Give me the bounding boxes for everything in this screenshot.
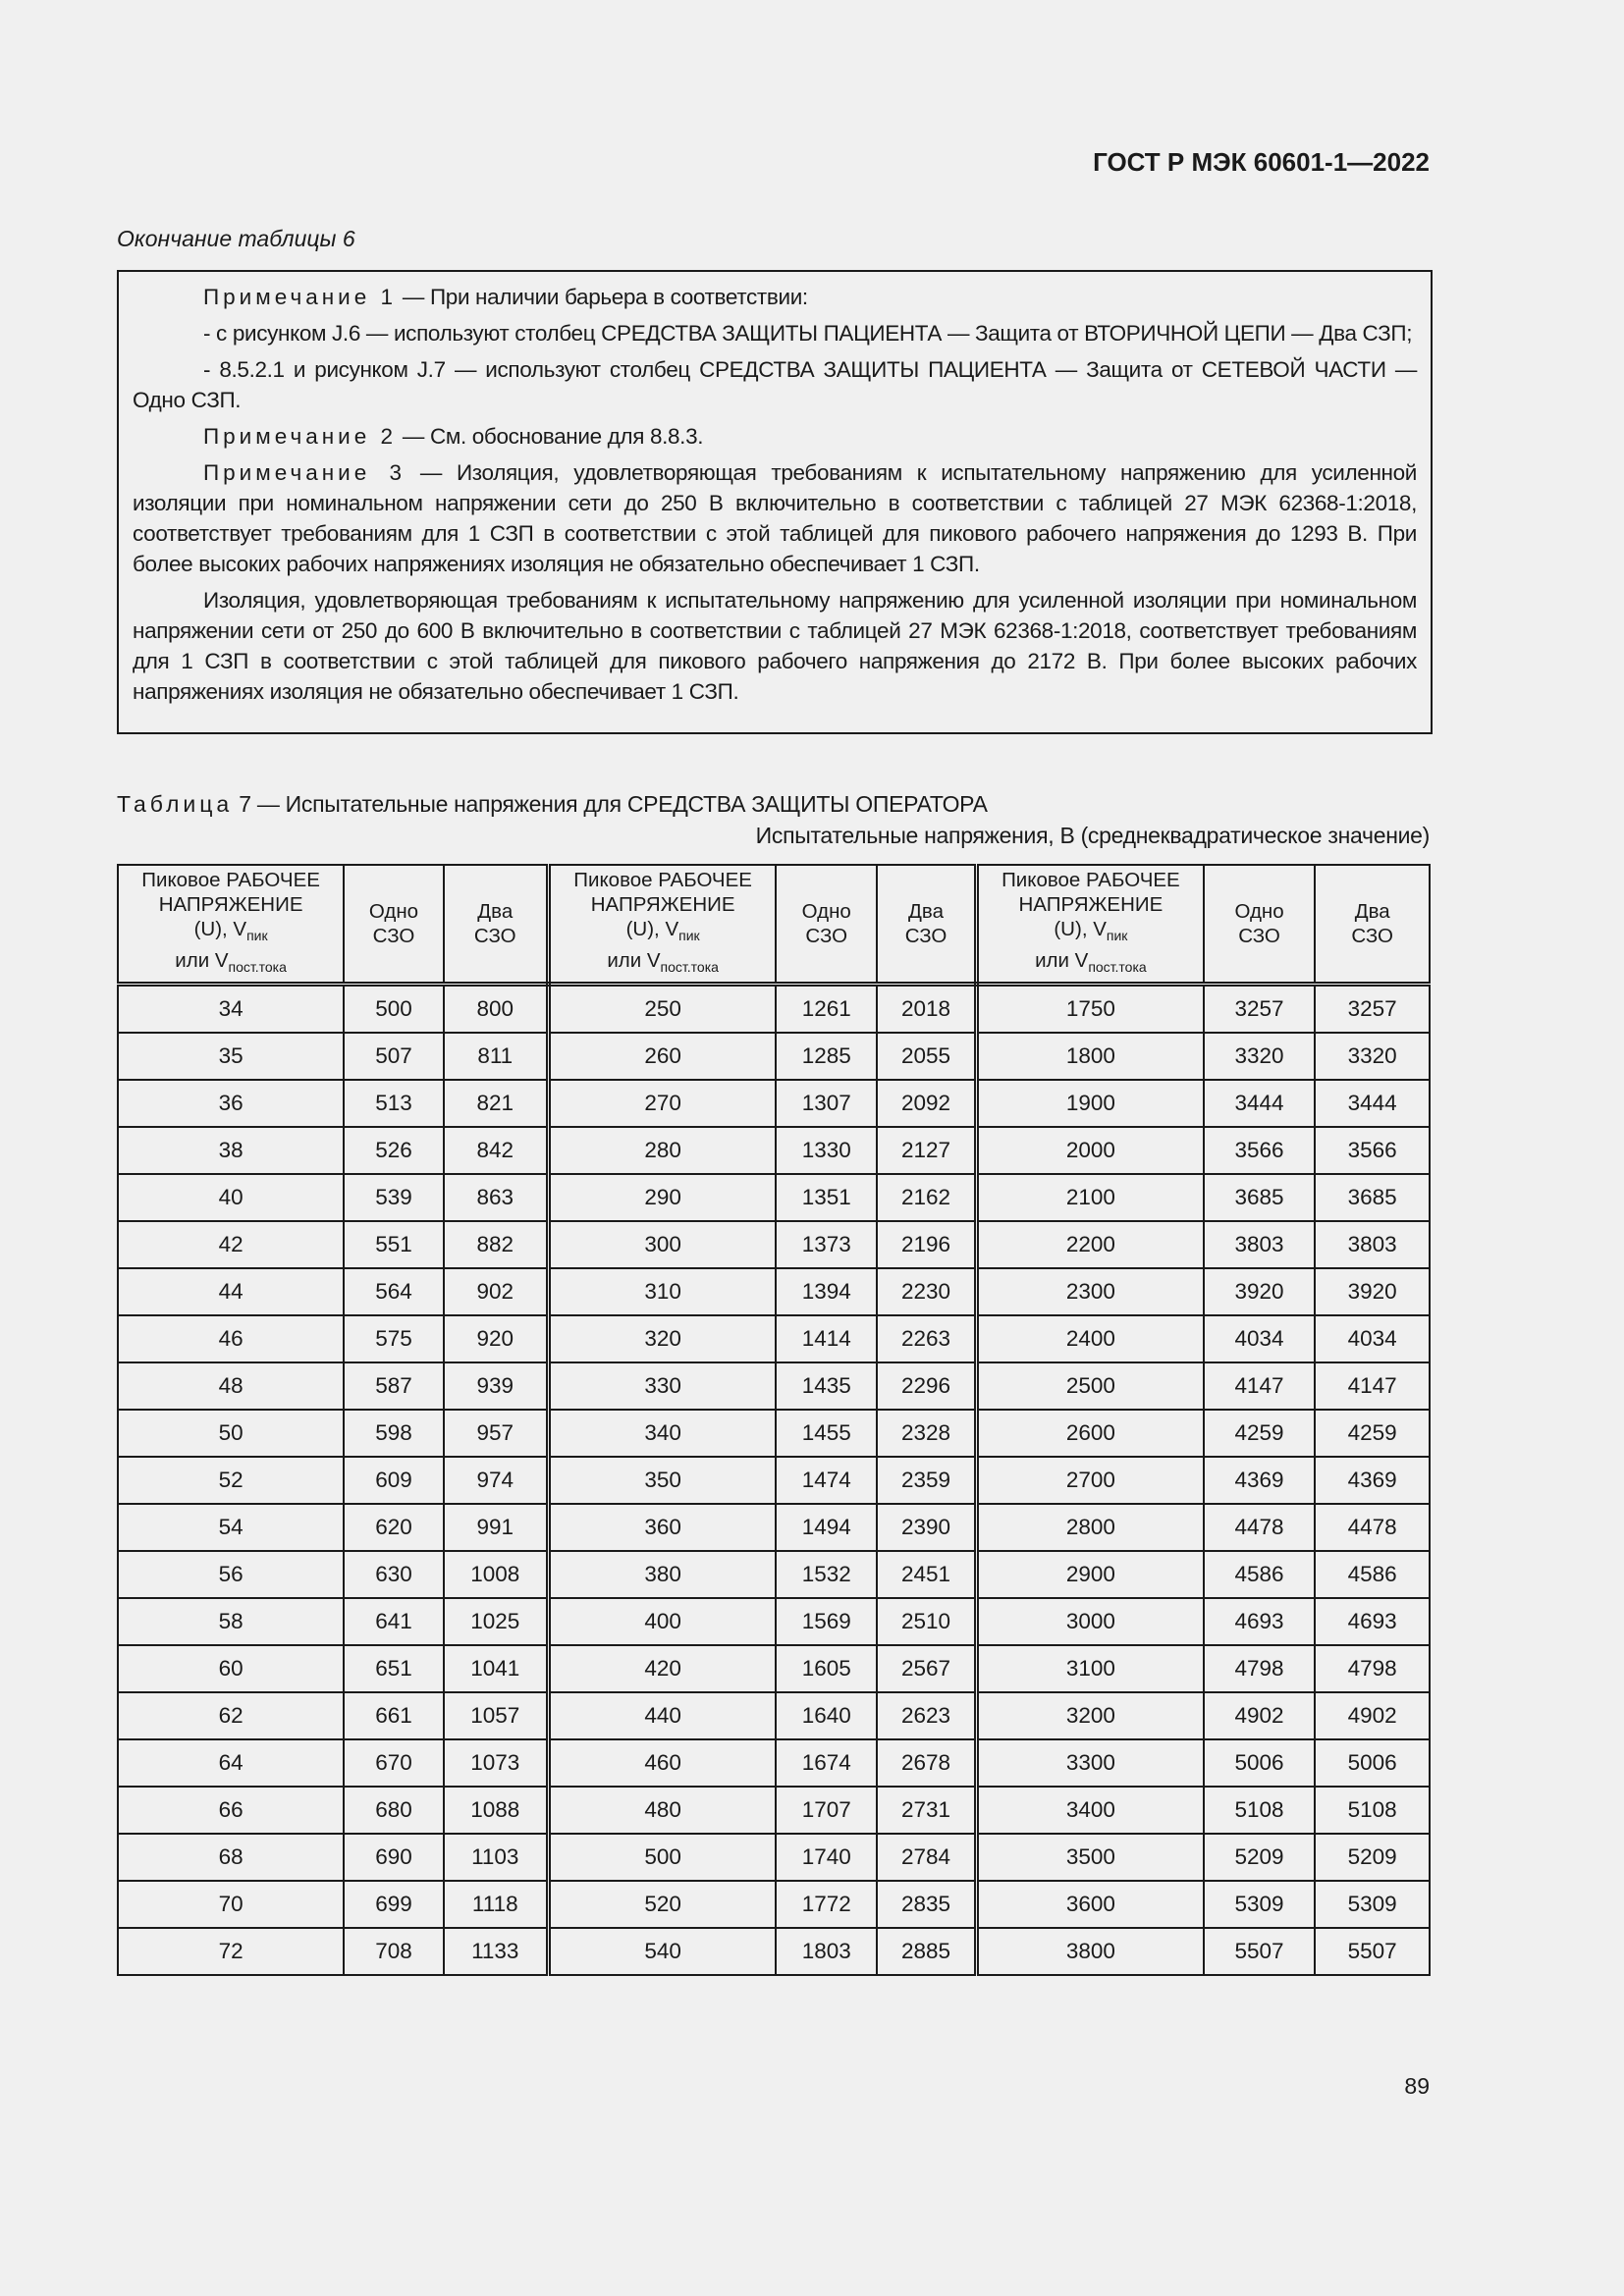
two-mop-cell: 2835	[877, 1881, 977, 1928]
note-1-text: — При наличии барьера в соответствии:	[397, 285, 808, 309]
two-mop-cell: 4902	[1315, 1692, 1430, 1739]
two-mop-cell: 3566	[1315, 1127, 1430, 1174]
table-row	[118, 1834, 1430, 1881]
two-mop-cell: 863	[444, 1174, 549, 1221]
two-mop-cell: 811	[444, 1033, 549, 1080]
header-text: пик	[246, 928, 268, 943]
one-mop-cell: 1394	[776, 1268, 877, 1315]
two-mop-cell: 2055	[877, 1033, 977, 1080]
two-mop-cell: 2230	[877, 1268, 977, 1315]
two-mop-cell: 2678	[877, 1739, 977, 1787]
peak-voltage-cell: 2200	[977, 1221, 1204, 1268]
header-two-mop	[877, 865, 977, 985]
two-mop-cell: 5209	[1315, 1834, 1430, 1881]
note-1-label: Примечание 1	[203, 285, 397, 309]
table-units: Испытательные напряжения, В (среднеквадратическое значение)	[755, 823, 1430, 848]
peak-voltage-cell: 500	[548, 1834, 776, 1881]
two-mop-cell: 4259	[1315, 1410, 1430, 1457]
two-mop-cell: 2092	[877, 1080, 977, 1127]
one-mop-cell: 4369	[1204, 1457, 1316, 1504]
two-mop-cell: 1057	[444, 1692, 549, 1739]
header-text: пост.тока	[228, 959, 287, 976]
one-mop-cell: 1569	[776, 1598, 877, 1645]
one-mop-cell: 1351	[776, 1174, 877, 1221]
caption-label: Таблица	[117, 791, 234, 817]
peak-voltage-cell: 46	[118, 1315, 344, 1362]
two-mop-cell: 2296	[877, 1362, 977, 1410]
note-3	[133, 457, 1417, 579]
one-mop-cell: 1435	[776, 1362, 877, 1410]
table-row	[118, 1692, 1430, 1739]
one-mop-cell: 539	[344, 1174, 444, 1221]
two-mop-cell: 4478	[1315, 1504, 1430, 1551]
peak-voltage-cell: 52	[118, 1457, 344, 1504]
peak-voltage-cell: 3200	[977, 1692, 1204, 1739]
peak-voltage-cell: 54	[118, 1504, 344, 1551]
two-mop-cell: 3685	[1315, 1174, 1430, 1221]
one-mop-cell: 1261	[776, 985, 877, 1034]
peak-voltage-cell: 3300	[977, 1739, 1204, 1787]
peak-voltage-cell: 36	[118, 1080, 344, 1127]
one-mop-cell: 5006	[1204, 1739, 1316, 1787]
test-voltage-table	[117, 864, 1431, 1976]
two-mop-cell: 5507	[1315, 1928, 1430, 1975]
header-peak-voltage	[548, 865, 776, 985]
two-mop-cell: 2328	[877, 1410, 977, 1457]
peak-voltage-cell: 340	[548, 1410, 776, 1457]
header-text: Одно СЗО	[1234, 900, 1284, 947]
two-mop-cell: 2510	[877, 1598, 977, 1645]
header-text: Два СЗО	[473, 900, 516, 947]
header-two-mop	[1315, 865, 1430, 985]
peak-voltage-cell: 3000	[977, 1598, 1204, 1645]
header-text: пост.тока	[1088, 959, 1147, 976]
one-mop-cell: 690	[344, 1834, 444, 1881]
two-mop-cell: 882	[444, 1221, 549, 1268]
one-mop-cell: 1474	[776, 1457, 877, 1504]
note-2-text: — См. обоснование для 8.8.3.	[397, 424, 704, 449]
table-row	[118, 1598, 1430, 1645]
two-mop-cell: 902	[444, 1268, 549, 1315]
peak-voltage-cell: 60	[118, 1645, 344, 1692]
peak-voltage-cell: 2400	[977, 1315, 1204, 1362]
peak-voltage-cell: 58	[118, 1598, 344, 1645]
two-mop-cell: 3444	[1315, 1080, 1430, 1127]
one-mop-cell: 1373	[776, 1221, 877, 1268]
one-mop-cell: 1640	[776, 1692, 877, 1739]
header-one-mop	[776, 865, 877, 985]
peak-voltage-cell: 3800	[977, 1928, 1204, 1975]
peak-voltage-cell: 3400	[977, 1787, 1204, 1834]
peak-voltage-cell: 380	[548, 1551, 776, 1598]
note-1-item-2: - 8.5.2.1 и рисунком J.7 — используют столбец СРЕДСТВА ЗАЩИТЫ ПАЦИЕНТА — Защита от СЕТЕВОЙ ЧАСТИ — Одно СЗП.	[133, 357, 1417, 412]
note-3-label: Примечание 3	[203, 460, 406, 485]
note-1	[133, 282, 1417, 312]
peak-voltage-cell: 35	[118, 1033, 344, 1080]
peak-voltage-cell: 42	[118, 1221, 344, 1268]
two-mop-cell: 2359	[877, 1457, 977, 1504]
one-mop-cell: 1707	[776, 1787, 877, 1834]
one-mop-cell: 564	[344, 1268, 444, 1315]
two-mop-cell: 4034	[1315, 1315, 1430, 1362]
one-mop-cell: 680	[344, 1787, 444, 1834]
peak-voltage-cell: 68	[118, 1834, 344, 1881]
two-mop-cell: 5309	[1315, 1881, 1430, 1928]
note-3-text: — Изоляция, удовлетворяющая требованиям к испытательному напряжению для усиленной изоляции при номинальном напряжении сети до 250 В включительно в соответствии с таблицей 27 МЭК 62368-1:2018, соответствует требованиям для 1 СЗП в соответствии с этой таблицей для пикового рабочего напряжения до 1293 В. При более высоких рабочих напряжениях изоляция не обязательно обеспечивает 1 СЗП.	[133, 460, 1418, 576]
peak-voltage-cell: 270	[548, 1080, 776, 1127]
two-mop-cell: 2451	[877, 1551, 977, 1598]
table-row	[118, 1645, 1430, 1692]
one-mop-cell: 526	[344, 1127, 444, 1174]
one-mop-cell: 575	[344, 1315, 444, 1362]
header-text: или V	[607, 949, 661, 972]
peak-voltage-cell: 480	[548, 1787, 776, 1834]
peak-voltage-cell: 2900	[977, 1551, 1204, 1598]
header-text: пост.тока	[660, 959, 719, 976]
peak-voltage-cell: 440	[548, 1692, 776, 1739]
peak-voltage-cell: 260	[548, 1033, 776, 1080]
one-mop-cell: 500	[344, 985, 444, 1034]
one-mop-cell: 1455	[776, 1410, 877, 1457]
peak-voltage-cell: 3100	[977, 1645, 1204, 1692]
one-mop-cell: 1674	[776, 1739, 877, 1787]
one-mop-cell: 1494	[776, 1504, 877, 1551]
two-mop-cell: 1133	[444, 1928, 549, 1975]
peak-voltage-cell: 48	[118, 1362, 344, 1410]
peak-voltage-cell: 2500	[977, 1362, 1204, 1410]
two-mop-cell: 2196	[877, 1221, 977, 1268]
one-mop-cell: 4259	[1204, 1410, 1316, 1457]
table-row	[118, 1551, 1430, 1598]
one-mop-cell: 3257	[1204, 985, 1316, 1034]
two-mop-cell: 3320	[1315, 1033, 1430, 1080]
two-mop-cell: 4369	[1315, 1457, 1430, 1504]
table-row	[118, 1928, 1430, 1975]
one-mop-cell: 620	[344, 1504, 444, 1551]
peak-voltage-cell: 2800	[977, 1504, 1204, 1551]
one-mop-cell: 1605	[776, 1645, 877, 1692]
peak-voltage-cell: 300	[548, 1221, 776, 1268]
one-mop-cell: 5507	[1204, 1928, 1316, 1975]
peak-voltage-cell: 350	[548, 1457, 776, 1504]
one-mop-cell: 609	[344, 1457, 444, 1504]
one-mop-cell: 3685	[1204, 1174, 1316, 1221]
one-mop-cell: 5209	[1204, 1834, 1316, 1881]
one-mop-cell: 513	[344, 1080, 444, 1127]
one-mop-cell: 3444	[1204, 1080, 1316, 1127]
header-text: Два СЗО	[904, 900, 947, 947]
header-text: (U), V	[193, 917, 247, 940]
one-mop-cell: 5309	[1204, 1881, 1316, 1928]
header-peak-voltage	[977, 865, 1204, 985]
one-mop-cell: 4693	[1204, 1598, 1316, 1645]
header-text: пик	[678, 928, 700, 943]
peak-voltage-cell: 56	[118, 1551, 344, 1598]
one-mop-cell: 3320	[1204, 1033, 1316, 1080]
header-text: (U), V	[1054, 917, 1107, 940]
two-mop-cell: 2127	[877, 1127, 977, 1174]
note-1-item-1: - с рисунком J.6 — используют столбец СРЕДСТВА ЗАЩИТЫ ПАЦИЕНТА — Защита от ВТОРИЧНОЙ ЦЕПИ — Два СЗП;	[203, 321, 1413, 346]
one-mop-cell: 1803	[776, 1928, 877, 1975]
two-mop-cell: 2623	[877, 1692, 977, 1739]
one-mop-cell: 661	[344, 1692, 444, 1739]
one-mop-cell: 598	[344, 1410, 444, 1457]
table-caption	[117, 791, 988, 818]
one-mop-cell: 1772	[776, 1881, 877, 1928]
two-mop-cell: 1041	[444, 1645, 549, 1692]
two-mop-cell: 2784	[877, 1834, 977, 1881]
note-3-paragraph-2: Изоляция, удовлетворяющая требованиям к испытательному напряжению для усиленной изоляции при номинальном напряжении сети от 250 до 600 В включительно в соответствии с таблицей 27 МЭК 62368-1:2018, соответствует требованиям для 1 СЗП в соответствии с этой таблицей для пикового рабочего напряжения до 2172 В. При более высоких рабочих напряжениях изоляция не обязательно обеспечивает 1 СЗП.	[133, 588, 1417, 704]
peak-voltage-cell: 2700	[977, 1457, 1204, 1504]
table-row	[118, 1268, 1430, 1315]
peak-voltage-cell: 250	[548, 985, 776, 1034]
header-text: или V	[1035, 949, 1089, 972]
table-row	[118, 1362, 1430, 1410]
peak-voltage-cell: 420	[548, 1645, 776, 1692]
peak-voltage-cell: 50	[118, 1410, 344, 1457]
one-mop-cell: 3803	[1204, 1221, 1316, 1268]
note-2-label: Примечание 2	[203, 424, 397, 449]
two-mop-cell: 3803	[1315, 1221, 1430, 1268]
two-mop-cell: 2731	[877, 1787, 977, 1834]
one-mop-cell: 1285	[776, 1033, 877, 1080]
header-text: Пиковое РАБОЧЕЕ	[573, 868, 752, 891]
two-mop-cell: 842	[444, 1127, 549, 1174]
two-mop-cell: 974	[444, 1457, 549, 1504]
caption-text: 7 — Испытательные напряжения для СРЕДСТВА ЗАЩИТЫ ОПЕРАТОРА	[233, 791, 988, 817]
two-mop-cell: 5006	[1315, 1739, 1430, 1787]
peak-voltage-cell: 280	[548, 1127, 776, 1174]
table-row	[118, 1881, 1430, 1928]
peak-voltage-cell: 62	[118, 1692, 344, 1739]
table-header-row	[118, 865, 1430, 985]
peak-voltage-cell: 38	[118, 1127, 344, 1174]
peak-voltage-cell: 460	[548, 1739, 776, 1787]
notes-box	[117, 270, 1433, 734]
header-text: Два СЗО	[1351, 900, 1393, 947]
one-mop-cell: 4902	[1204, 1692, 1316, 1739]
two-mop-cell: 920	[444, 1315, 549, 1362]
two-mop-cell: 991	[444, 1504, 549, 1551]
one-mop-cell: 651	[344, 1645, 444, 1692]
one-mop-cell: 641	[344, 1598, 444, 1645]
peak-voltage-cell: 310	[548, 1268, 776, 1315]
table-row	[118, 985, 1430, 1034]
page-number: 89	[1404, 2073, 1430, 2099]
peak-voltage-cell: 44	[118, 1268, 344, 1315]
peak-voltage-cell: 66	[118, 1787, 344, 1834]
two-mop-cell: 800	[444, 985, 549, 1034]
header-text: пик	[1106, 928, 1128, 943]
two-mop-cell: 1088	[444, 1787, 549, 1834]
one-mop-cell: 551	[344, 1221, 444, 1268]
one-mop-cell: 630	[344, 1551, 444, 1598]
two-mop-cell: 1118	[444, 1881, 549, 1928]
table-row	[118, 1174, 1430, 1221]
one-mop-cell: 708	[344, 1928, 444, 1975]
one-mop-cell: 4586	[1204, 1551, 1316, 1598]
header-text: НАПРЯЖЕНИЕ	[590, 892, 735, 916]
two-mop-cell: 2263	[877, 1315, 977, 1362]
one-mop-cell: 3566	[1204, 1127, 1316, 1174]
header-text: (U), V	[625, 917, 679, 940]
table-row	[118, 1410, 1430, 1457]
peak-voltage-cell: 400	[548, 1598, 776, 1645]
two-mop-cell: 2567	[877, 1645, 977, 1692]
peak-voltage-cell: 1900	[977, 1080, 1204, 1127]
header-two-mop	[444, 865, 549, 985]
peak-voltage-cell: 1800	[977, 1033, 1204, 1080]
table-row	[118, 1033, 1430, 1080]
one-mop-cell: 699	[344, 1881, 444, 1928]
peak-voltage-cell: 2000	[977, 1127, 1204, 1174]
two-mop-cell: 939	[444, 1362, 549, 1410]
peak-voltage-cell: 72	[118, 1928, 344, 1975]
table-row	[118, 1080, 1430, 1127]
peak-voltage-cell: 40	[118, 1174, 344, 1221]
table-row	[118, 1787, 1430, 1834]
peak-voltage-cell: 360	[548, 1504, 776, 1551]
two-mop-cell: 4693	[1315, 1598, 1430, 1645]
two-mop-cell: 4147	[1315, 1362, 1430, 1410]
one-mop-cell: 1330	[776, 1127, 877, 1174]
peak-voltage-cell: 64	[118, 1739, 344, 1787]
one-mop-cell: 3920	[1204, 1268, 1316, 1315]
peak-voltage-cell: 2600	[977, 1410, 1204, 1457]
table-row	[118, 1127, 1430, 1174]
peak-voltage-cell: 520	[548, 1881, 776, 1928]
one-mop-cell: 587	[344, 1362, 444, 1410]
two-mop-cell: 1008	[444, 1551, 549, 1598]
two-mop-cell: 3920	[1315, 1268, 1430, 1315]
two-mop-cell: 821	[444, 1080, 549, 1127]
peak-voltage-cell: 330	[548, 1362, 776, 1410]
header-text: Пиковое РАБОЧЕЕ	[1001, 868, 1180, 891]
two-mop-cell: 2390	[877, 1504, 977, 1551]
peak-voltage-cell: 1750	[977, 985, 1204, 1034]
peak-voltage-cell: 3500	[977, 1834, 1204, 1881]
peak-voltage-cell: 2300	[977, 1268, 1204, 1315]
table-row	[118, 1315, 1430, 1362]
peak-voltage-cell: 320	[548, 1315, 776, 1362]
two-mop-cell: 2885	[877, 1928, 977, 1975]
one-mop-cell: 1532	[776, 1551, 877, 1598]
peak-voltage-cell: 34	[118, 985, 344, 1034]
two-mop-cell: 4798	[1315, 1645, 1430, 1692]
one-mop-cell: 4147	[1204, 1362, 1316, 1410]
one-mop-cell: 507	[344, 1033, 444, 1080]
two-mop-cell: 957	[444, 1410, 549, 1457]
two-mop-cell: 1025	[444, 1598, 549, 1645]
header-peak-voltage	[118, 865, 344, 985]
header-text: Пиковое РАБОЧЕЕ	[141, 868, 320, 891]
table-row	[118, 1739, 1430, 1787]
header-text: Одно СЗО	[368, 900, 419, 947]
document-id: ГОСТ Р МЭК 60601-1—2022	[1093, 147, 1430, 177]
peak-voltage-cell: 2100	[977, 1174, 1204, 1221]
two-mop-cell: 1103	[444, 1834, 549, 1881]
one-mop-cell: 1740	[776, 1834, 877, 1881]
table-row	[118, 1504, 1430, 1551]
peak-voltage-cell: 70	[118, 1881, 344, 1928]
header-text: НАПРЯЖЕНИЕ	[158, 892, 303, 916]
table-row	[118, 1457, 1430, 1504]
header-one-mop	[344, 865, 444, 985]
one-mop-cell: 5108	[1204, 1787, 1316, 1834]
one-mop-cell: 4034	[1204, 1315, 1316, 1362]
header-text: или V	[175, 949, 229, 972]
two-mop-cell: 3257	[1315, 985, 1430, 1034]
two-mop-cell: 1073	[444, 1739, 549, 1787]
note-2	[133, 421, 1417, 452]
peak-voltage-cell: 540	[548, 1928, 776, 1975]
one-mop-cell: 1307	[776, 1080, 877, 1127]
one-mop-cell: 4798	[1204, 1645, 1316, 1692]
peak-voltage-cell: 290	[548, 1174, 776, 1221]
peak-voltage-cell: 3600	[977, 1881, 1204, 1928]
header-one-mop	[1204, 865, 1316, 985]
table-continuation-label: Окончание таблицы 6	[117, 226, 355, 251]
one-mop-cell: 4478	[1204, 1504, 1316, 1551]
two-mop-cell: 2162	[877, 1174, 977, 1221]
table-row	[118, 1221, 1430, 1268]
two-mop-cell: 2018	[877, 985, 977, 1034]
header-text: НАПРЯЖЕНИЕ	[1018, 892, 1164, 916]
two-mop-cell: 5108	[1315, 1787, 1430, 1834]
two-mop-cell: 4586	[1315, 1551, 1430, 1598]
one-mop-cell: 1414	[776, 1315, 877, 1362]
header-text: Одно СЗО	[801, 900, 851, 947]
one-mop-cell: 670	[344, 1739, 444, 1787]
